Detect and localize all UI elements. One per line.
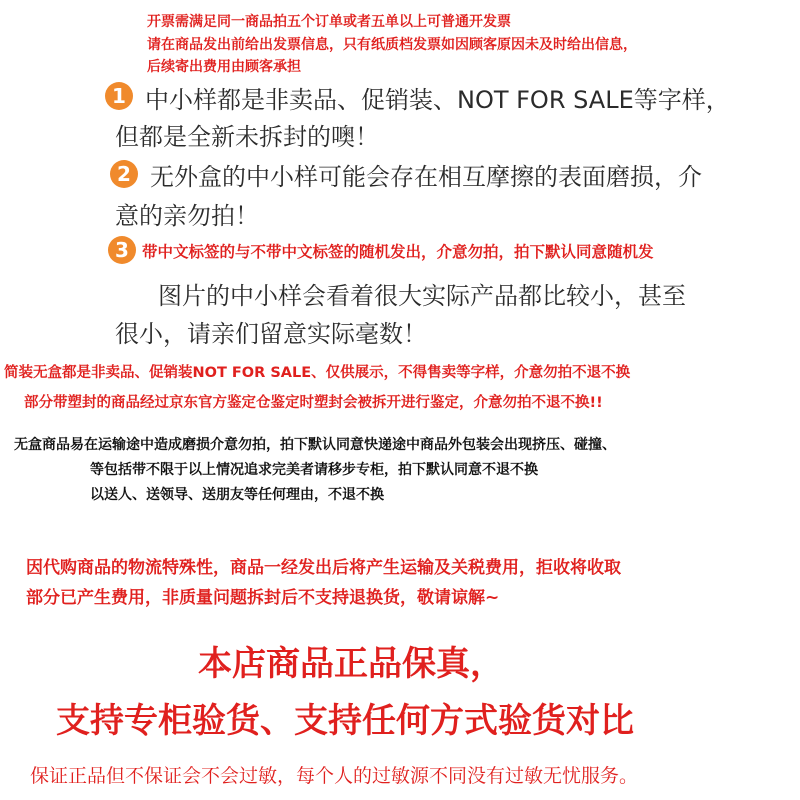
- invoice-notice-line-3: 后续寄出费用由顾客承担: [147, 59, 301, 75]
- allergy-disclaimer: 保证正品但不保证会不会过敏，每个人的过敏源不同没有过敏无忧服务。: [30, 765, 639, 787]
- point-3-line-1: 带中文标签的与不带中文标签的随机发出，介意勿拍，拍下默认同意随机发: [142, 243, 654, 261]
- point-2-line-2: 意的亲勿拍！: [115, 202, 259, 230]
- shipping-notice-line-2: 等包括带不限于以上情况追求完美者请移步专柜，拍下默认同意不退不换: [90, 462, 538, 478]
- number-badge-1: 1: [105, 82, 133, 110]
- point-1-line-1: 中小样都是非卖品、促销装、NOT FOR SALE等字样，: [145, 86, 730, 114]
- purchase-notice-line-1: 因代购商品的物流特殊性，商品一经发出后将产生运输及关税费用，拒收将收取: [26, 558, 621, 578]
- packaging-notice-line-2: 部分带塑封的商品经过京东官方鉴定仓鉴定时塑封会被拆开进行鉴定，介意勿拍不退不换!!: [24, 395, 603, 411]
- guarantee-headline: 本店商品正品保真，: [198, 644, 504, 684]
- invoice-notice-line-1: 开票需满足同一商品拍五个订单或者五单以上可普通开发票: [147, 14, 511, 30]
- number-badge-2: 2: [110, 160, 138, 188]
- shipping-notice-line-3: 以送人、送领导、送朋友等任何理由，不退不换: [90, 487, 384, 503]
- point-2-line-1: 无外盒的中小样可能会存在相互摩擦的表面磨损，介: [150, 163, 702, 191]
- packaging-notice-line-1: 简装无盒都是非卖品、促销装NOT FOR SALE、仅供展示，不得售卖等字样，介意勿拍不退不换: [4, 365, 631, 381]
- point-3-line-3: 很小，请亲们留意实际毫数！: [115, 320, 427, 348]
- invoice-notice-line-2: 请在商品发出前给出发票信息，只有纸质档发票如因顾客原因未及时给出信息，: [147, 37, 637, 53]
- number-badge-3: 3: [108, 236, 136, 264]
- shipping-notice-line-1: 无盒商品易在运输途中造成磨损介意勿拍，拍下默认同意快递途中商品外包装会出现挤压、碰撞、: [14, 437, 616, 453]
- point-3-line-2: 图片的中小样会看着很大实际产品都比较小，甚至: [158, 282, 686, 310]
- purchase-notice-line-2: 部分已产生费用，非质量问题拆封后不支持退换货，敬请谅解~: [26, 588, 500, 608]
- point-1-line-2: 但都是全新未拆封的噢！: [115, 123, 379, 151]
- guarantee-subheadline: 支持专柜验货、支持任何方式验货对比: [56, 701, 634, 741]
